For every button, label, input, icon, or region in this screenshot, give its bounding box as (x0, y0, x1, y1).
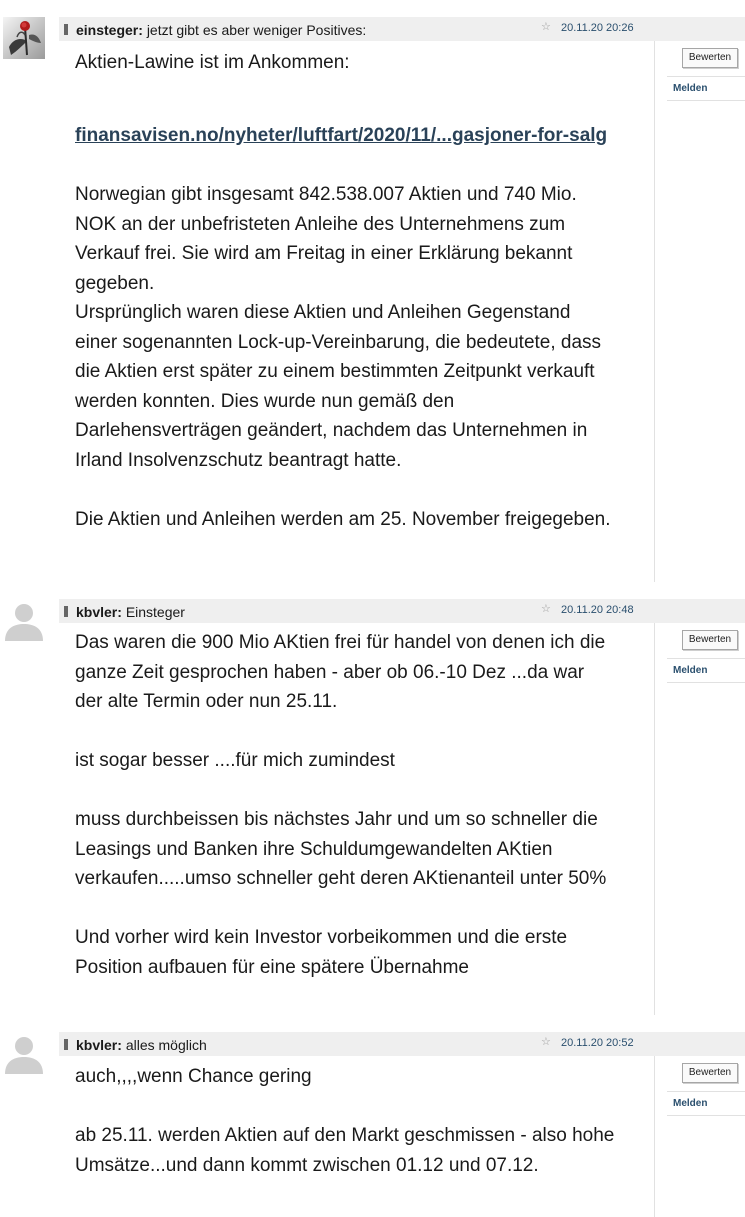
author-name[interactable]: kbvler: (76, 1037, 122, 1053)
post-subject: jetzt gibt es aber weniger Positives: (146, 22, 367, 38)
divider (667, 100, 745, 101)
divider (667, 682, 745, 683)
rate-button[interactable]: Bewerten (682, 630, 738, 650)
post-paragraph (75, 78, 615, 108)
post-header (59, 599, 745, 623)
post-author[interactable] (76, 22, 366, 38)
post-date: 20.11.20 20:26 (561, 22, 634, 34)
post (0, 17, 745, 582)
avatar[interactable] (3, 17, 45, 59)
post-paragraph: auch,,,,wenn Chance gering (75, 1066, 312, 1087)
header-marker (64, 606, 68, 617)
post-paragraph: Und vorher wird kein Investor vorbeikommen und die erste Position aufbauen für eine spätere Übernahme (75, 927, 573, 978)
post-paragraph (75, 475, 615, 505)
report-link[interactable]: Melden (673, 665, 708, 676)
divider (667, 76, 745, 77)
post-date: 20.11.20 20:52 (561, 1037, 634, 1049)
article-link[interactable]: finansavisen.no/nyheter/luftfart/2020/11/...gasjoner-for-salg (75, 125, 608, 146)
post-actions (654, 623, 745, 1015)
post-subject: Einsteger (125, 604, 185, 620)
post-body (75, 48, 615, 534)
rate-button[interactable]: Bewerten (682, 1063, 738, 1083)
star-icon[interactable]: ☆ (541, 21, 551, 33)
post-date: 20.11.20 20:48 (561, 604, 634, 616)
star-icon[interactable]: ☆ (541, 603, 551, 615)
post (0, 1032, 745, 1217)
post-paragraph: Das waren die 900 Mio AKtien frei für handel von denen ich die ganze Zeit gesprochen haben - aber ob 06.-10 Dez ...da war der alte Termin oder nun 25.11. (75, 632, 611, 712)
post-paragraph (75, 776, 615, 806)
post-body (75, 1062, 620, 1180)
post-author[interactable] (76, 1037, 207, 1053)
header-marker (64, 24, 68, 35)
divider (667, 1115, 745, 1116)
report-link[interactable]: Melden (673, 83, 708, 94)
star-icon[interactable]: ☆ (541, 1036, 551, 1048)
rate-button[interactable]: Bewerten (682, 48, 738, 68)
header-marker (64, 1039, 68, 1050)
post-body (75, 628, 615, 982)
post-actions (654, 1056, 745, 1217)
post-paragraph: ist sogar besser ....für mich zumindest (75, 750, 395, 771)
divider (667, 658, 745, 659)
post-paragraph (75, 1092, 615, 1122)
post-paragraph: muss durchbeissen bis nächstes Jahr und um so schneller die Leasings und Banken ihre Schuldumgewandelten AKtien verkaufen.....umso schneller geht deren AKtienanteil unter 50% (75, 809, 607, 889)
post-paragraph (75, 894, 615, 924)
post-header (59, 1032, 745, 1056)
avatar[interactable] (3, 1032, 45, 1074)
default-user-icon (3, 599, 45, 641)
report-link[interactable]: Melden (673, 1098, 708, 1109)
post (0, 599, 745, 1015)
post-paragraph: ab 25.11. werden Aktien auf den Markt geschmissen - also hohe Umsätze...und dann kommt zwischen 01.12 und 07.12. (75, 1125, 620, 1176)
post-paragraph: Die Aktien und Anleihen werden am 25. November freigegeben. (75, 508, 611, 530)
post-author[interactable] (76, 604, 185, 620)
post-header (59, 17, 745, 41)
divider (667, 1091, 745, 1092)
author-name[interactable]: kbvler: (76, 604, 122, 620)
avatar[interactable] (3, 599, 45, 641)
post-paragraph: Norwegian gibt insgesamt 842.538.007 Aktien und 740 Mio. NOK an der unbefristeten Anleihe des Unternehmens zum Verkauf frei. Sie wird am Freitag in einer Erklärung bekannt gegeben. (75, 184, 582, 294)
post-paragraph (75, 717, 615, 747)
default-user-icon (3, 1032, 45, 1074)
post-paragraph: Aktien-Lawine ist im Ankommen: (75, 52, 350, 73)
avatar-rose-image (3, 17, 45, 59)
post-subject: alles möglich (125, 1037, 207, 1053)
post-paragraph: Ursprünglich waren diese Aktien und Anleihen Gegenstand einer sogenannten Lock-up-Vereinbarung, die bedeutete, dass die Aktien erst später zu einem bestimmten Zeitpunkt verkauft werden konnten. Dies wurde nun gemäß den Darlehensverträgen geändert, nachdem das Unternehmen in Irland Insolvenzschutz beantragt hatte. (75, 302, 607, 471)
post-paragraph (75, 151, 615, 181)
author-name[interactable]: einsteger: (76, 22, 143, 38)
post-actions (654, 41, 745, 582)
